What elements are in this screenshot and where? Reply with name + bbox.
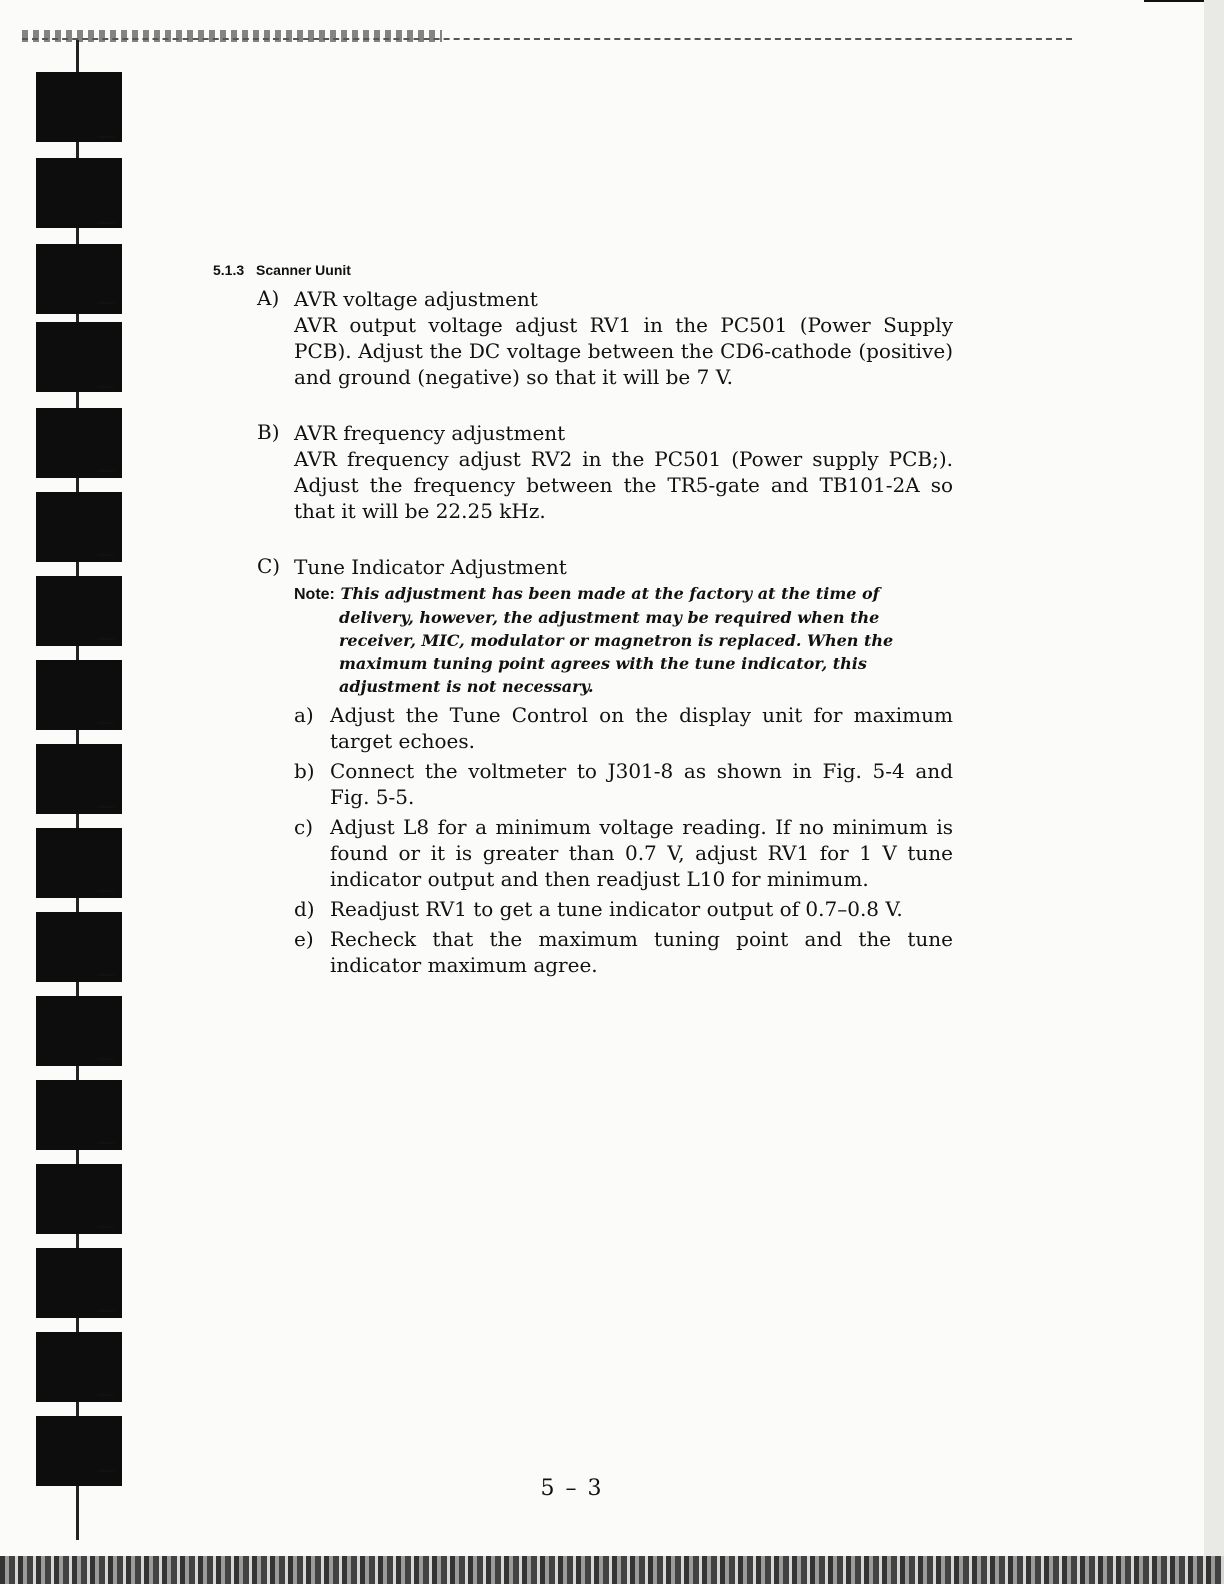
section-number: 5.1.3 bbox=[213, 262, 245, 278]
binder-hole bbox=[36, 660, 122, 730]
binder-hole bbox=[36, 72, 122, 142]
section-heading bbox=[213, 262, 953, 278]
binder-dash bbox=[98, 222, 114, 224]
binder-dash bbox=[98, 974, 114, 976]
page-content bbox=[213, 262, 953, 1000]
substep bbox=[294, 926, 953, 978]
binder-hole bbox=[36, 1416, 122, 1486]
binder-dash bbox=[98, 554, 114, 556]
substep-marker: d) bbox=[294, 897, 315, 921]
binder-hole bbox=[36, 1164, 122, 1234]
binder-dash bbox=[98, 470, 114, 472]
substep-marker: a) bbox=[294, 703, 314, 727]
note-label: Note: bbox=[294, 586, 335, 603]
binder-dash bbox=[98, 1058, 114, 1060]
binder-hole bbox=[36, 1248, 122, 1318]
substep-text: Adjust L8 for a minimum voltage reading. If no minimum is found or it is greater than 0.7 V, adjust RV1 for 1 V tune indicator output and then readjust L10 for minimum. bbox=[330, 815, 953, 891]
binder-hole bbox=[36, 322, 122, 392]
section-title: Scanner Uunit bbox=[256, 262, 351, 278]
bottom-scan-band bbox=[0, 1556, 1224, 1584]
substep-marker: b) bbox=[294, 759, 315, 783]
binder-hole bbox=[36, 828, 122, 898]
substep-text: Adjust the Tune Control on the display unit for maximum target echoes. bbox=[330, 703, 953, 753]
substep-text: Recheck that the maximum tuning point and the tune indicator maximum agree. bbox=[330, 927, 953, 977]
item-b bbox=[257, 420, 953, 524]
top-scan-rule bbox=[22, 38, 1072, 40]
page-number: 5 – 3 bbox=[540, 1476, 604, 1501]
binder-dash bbox=[98, 386, 114, 388]
binder-dash bbox=[98, 1310, 114, 1312]
binder-dash bbox=[98, 806, 114, 808]
item-title: AVR frequency adjustment bbox=[294, 421, 566, 445]
binder-hole bbox=[36, 576, 122, 646]
item-title: Tune Indicator Adjustment bbox=[294, 555, 567, 579]
right-scan-edge bbox=[1204, 0, 1224, 1584]
binder-hole bbox=[36, 996, 122, 1066]
substep bbox=[294, 758, 953, 810]
binder-hole bbox=[36, 744, 122, 814]
item-a bbox=[257, 286, 953, 390]
substep bbox=[294, 814, 953, 892]
binder-dash bbox=[98, 1226, 114, 1228]
item-marker: C) bbox=[257, 554, 281, 578]
binder-hole bbox=[36, 1080, 122, 1150]
binder-dash bbox=[98, 638, 114, 640]
substep bbox=[294, 702, 953, 754]
binder-dash bbox=[98, 1394, 114, 1396]
substep-marker: e) bbox=[294, 927, 314, 951]
binder-hole bbox=[36, 158, 122, 228]
binder-dash bbox=[98, 1470, 114, 1472]
item-title: AVR voltage adjustment bbox=[294, 287, 538, 311]
substep-text: Connect the voltmeter to J301-8 as shown in Fig. 5-4 and Fig. 5-5. bbox=[330, 759, 953, 809]
substep-marker: c) bbox=[294, 815, 314, 839]
binder-dash bbox=[98, 1142, 114, 1144]
binder-hole bbox=[36, 1332, 122, 1402]
item-marker: B) bbox=[257, 420, 280, 444]
substep bbox=[294, 896, 953, 922]
note-text: This adjustment has been made at the factory at the time of delivery, however, the adjustment may be required when the receiver, MIC, modulator or magnetron is replaced. When the maximum tuning point agrees with the tune indicator, this adjustment is not necessary. bbox=[339, 584, 894, 696]
binder-dash bbox=[98, 302, 114, 304]
binder-dash bbox=[98, 722, 114, 724]
binder-hole bbox=[36, 912, 122, 982]
binder-dash bbox=[98, 136, 114, 138]
item-text: AVR output voltage adjust RV1 in the PC501 (Power Supply PCB). Adjust the DC voltage between the CD6-cathode (positive) and ground (negative) so that it will be 7 V. bbox=[294, 313, 953, 389]
binder-hole bbox=[36, 492, 122, 562]
binder-hole bbox=[36, 408, 122, 478]
binder-strip bbox=[0, 40, 130, 1540]
item-marker: A) bbox=[257, 286, 280, 310]
item-text: AVR frequency adjust RV2 in the PC501 (Power supply PCB;). Adjust the frequency between the TR5-gate and TB101-2A so that it will be 22.25 kHz. bbox=[294, 447, 953, 523]
substep-list bbox=[294, 702, 953, 978]
item-c bbox=[257, 554, 953, 978]
note bbox=[294, 582, 953, 698]
substep-text: Readjust RV1 to get a tune indicator output of 0.7–0.8 V. bbox=[330, 897, 903, 921]
binder-dash bbox=[98, 890, 114, 892]
